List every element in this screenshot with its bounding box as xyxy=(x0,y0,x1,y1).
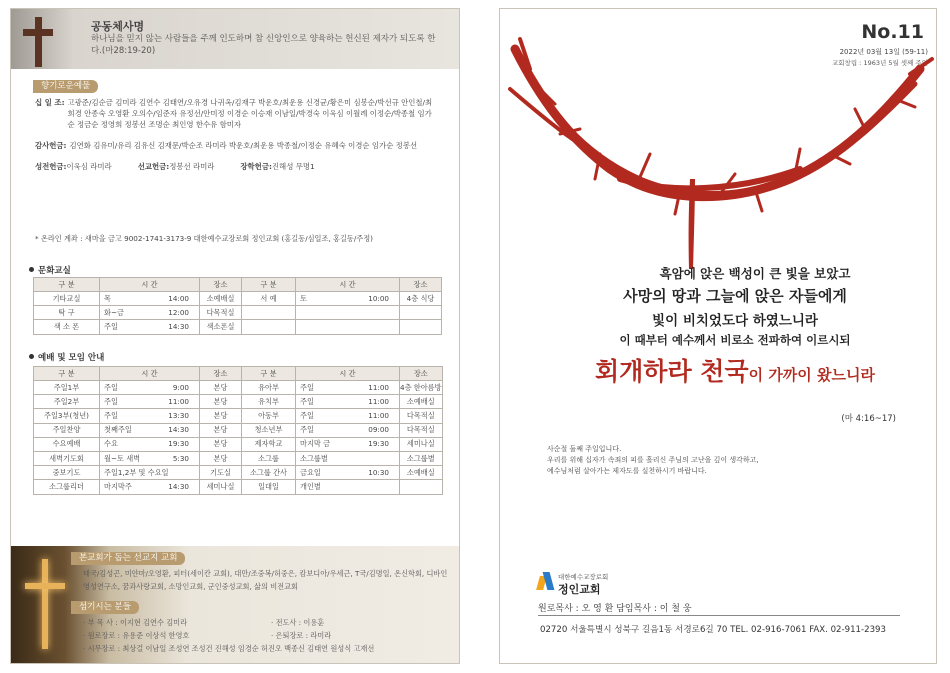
glowing-cross-icon xyxy=(25,559,65,649)
table-cell xyxy=(296,320,400,334)
table-cell xyxy=(400,306,442,320)
wooden-cross-icon xyxy=(23,17,53,67)
table-cell: 수요 19:30 xyxy=(100,437,200,451)
table-cell: 소그룹별 xyxy=(296,451,400,465)
table-cell: 소그룹 간사 xyxy=(242,466,296,480)
scripture-verse xyxy=(560,264,910,388)
table-cell: 마지막주 14:30 xyxy=(100,480,200,494)
church-denomination: 대한예수교장로회 xyxy=(558,573,609,581)
table-row xyxy=(34,409,443,423)
table-cell: 세미나실 xyxy=(200,480,242,494)
table-row xyxy=(34,437,443,451)
table-cell: 다목적실 xyxy=(200,306,242,320)
staff-row: · 시무장로 : 최상걸 이남일 조성연 조성건 진해성 임경순 허진오 백종신 김태연 원성식 고재선 xyxy=(83,644,375,653)
table-cell: 본당 xyxy=(200,423,242,437)
table-cell: 주일 13:30 xyxy=(100,409,200,423)
table-row xyxy=(34,395,443,409)
table-cell: 수요예배 xyxy=(34,437,100,451)
table-cell: 소그룹리더 xyxy=(34,480,100,494)
offering-inline-item: 선교헌금:정봉선 라미라 xyxy=(137,162,215,171)
table-cell: 본당 xyxy=(200,395,242,409)
divider xyxy=(538,615,900,616)
crown-of-thorns-icon xyxy=(500,29,937,269)
table-cell: 주일3부(청년) xyxy=(34,409,100,423)
table-cell: 4층 한아름방 xyxy=(400,381,443,395)
table-cell: 소예배실 xyxy=(200,292,242,306)
bulletin-cover-page xyxy=(499,8,937,664)
verse-reference: (마 4:16~17) xyxy=(841,414,896,424)
table-cell: 주일1,2부 및 수요일 xyxy=(100,466,200,480)
culture-class-table xyxy=(33,277,442,335)
table-cell: 본당 xyxy=(200,451,242,465)
table-cell: 본당 xyxy=(200,409,242,423)
table-cell: 다목적실 xyxy=(400,423,443,437)
missions-text: 태국/김성곤, 미얀마/오영환, 피터(세이칸 교회), 대만/조중복/허중은, 캄보디아/우세근, T국/김명일, 온신학회, 디바인 영성연구소, 꿈과사랑교회, 소망인교회, 군인중성교회, 삶의 비전교회 xyxy=(83,569,448,591)
table-cell: 기타교실 xyxy=(34,292,100,306)
table-cell: 금요일 10:30 xyxy=(296,466,400,480)
verse-line: 흑암에 앉은 백성이 큰 빛을 보았고 xyxy=(659,266,851,281)
table-row xyxy=(34,320,442,334)
offering-row-tithe xyxy=(35,97,435,130)
table-cell: 본당 xyxy=(200,437,242,451)
table-cell: 본당 xyxy=(200,381,242,395)
staff-section-tab: 섬기시는 분들 xyxy=(71,601,139,614)
verse-line: 이 때부터 예수께서 비로소 전파하여 이르시되 xyxy=(619,333,851,347)
worship-table xyxy=(33,366,443,495)
table-cell: 소예배실 xyxy=(400,395,443,409)
table-cell xyxy=(242,306,296,320)
table-cell: 탁 구 xyxy=(34,306,100,320)
table-cell: 아동부 xyxy=(242,409,296,423)
offering-inline-item: 성전헌금:이욱심 라미라 xyxy=(35,162,112,171)
table-cell: 소예배실 xyxy=(400,466,443,480)
staff-list xyxy=(83,616,448,655)
bullet-icon xyxy=(29,354,34,359)
mission-title: 공동체사명 xyxy=(91,20,145,33)
table-row xyxy=(34,480,443,494)
table-cell: 주일 11:00 xyxy=(100,395,200,409)
table-cell: 주일찬양 xyxy=(34,423,100,437)
table-cell: 토 10:00 xyxy=(296,292,400,306)
offering-list xyxy=(35,97,435,172)
table-cell: 주일 11:00 xyxy=(296,409,400,423)
bulletin-inner-page xyxy=(10,8,460,664)
table-cell: 주일 09:00 xyxy=(296,423,400,437)
pastors-line: 원로목사 : 오 영 환 담임목사 : 이 철 웅 xyxy=(538,604,692,614)
table-row xyxy=(34,292,442,306)
table-cell: 마지막 금 19:30 xyxy=(296,437,400,451)
offering-names: 김연화 김유미/유리 김유신 김재문/박순조 라미라 박운호/최운용 박종철/이정순 유혜숙 이경순 임가순 정봉선 xyxy=(69,141,418,150)
table-cell: 주일1부 xyxy=(34,381,100,395)
staff-row: · 원로장로 : 유용준 이상석 한영호 · 은퇴장로 : 라미라 xyxy=(83,631,332,640)
church-logo-icon xyxy=(538,572,554,590)
table-cell: 제자학교 xyxy=(242,437,296,451)
table-header-row: 구 분 시 간 장소 구 분 시 간 장소 xyxy=(34,367,443,381)
table-cell: 주일2부 xyxy=(34,395,100,409)
church-address: 02720 서울특별시 성북구 길음1동 서경로6길 70 TEL. 02-916-7061 FAX. 02-911-2393 xyxy=(540,625,886,635)
table-cell: 중보기도 xyxy=(34,466,100,480)
verse-highlight: 회개하라 천국이 가까이 왔느니라 xyxy=(595,357,875,386)
table-cell: 월~토 새벽 5:30 xyxy=(100,451,200,465)
table-cell: 주일 14:30 xyxy=(100,320,200,334)
table-cell: 목 14:00 xyxy=(100,292,200,306)
table-cell xyxy=(400,480,443,494)
table-cell: 유치부 xyxy=(242,395,296,409)
culture-class-heading: 문화교실 xyxy=(29,264,71,276)
mission-text: 하나님을 믿지 않는 사람들을 주께 인도하며 참 신앙인으로 양육하는 헌신된 제자가 되도록 한다.(마28:19-20) xyxy=(91,34,436,56)
offering-label: 감사헌금: xyxy=(35,141,67,150)
verse-line: 사망의 땅과 그늘에 앉은 자들에게 xyxy=(623,287,847,305)
table-cell xyxy=(400,320,442,334)
offering-inline-row xyxy=(35,161,435,172)
church-name: 정인교회 xyxy=(558,583,601,596)
table-row xyxy=(34,423,443,437)
table-cell: 소그룹 xyxy=(242,451,296,465)
table-cell: 청소년부 xyxy=(242,423,296,437)
missions-section-tab: 본교회가 돕는 선교지 교회 xyxy=(71,552,185,565)
issue-date: 2022년 03월 13일 (59-11) xyxy=(839,48,928,56)
table-cell: 서 예 xyxy=(242,292,296,306)
table-cell: 색소폰실 xyxy=(200,320,242,334)
offering-names: 고광준/김순금 김미라 김연수 김태연/오유경 나귀옥/김재구 박운호/최운용 신경균/황은미 심봉순/박선규 안인철/최희경 안종숙 오영환 오의수/임준자 유정선/안미정 이경순 이승재 이남일/박경숙 이욱심 이월례 이정순/박종철 임가순 정금순 정영희 정봉선 조명순 최인영 한수유 함미자 xyxy=(67,98,433,129)
table-row xyxy=(34,381,443,395)
table-cell: 개인별 xyxy=(296,480,400,494)
table-cell: 4층 식당 xyxy=(400,292,442,306)
issue-number: No.11 xyxy=(861,21,924,43)
table-cell xyxy=(296,306,400,320)
table-cell: 첫째주일 14:30 xyxy=(100,423,200,437)
staff-row: · 부 목 사 : 이지현 김연수 김미라 · 전도사 : 이용훈 xyxy=(83,618,325,627)
table-cell: 다목적실 xyxy=(400,409,443,423)
worship-heading: 예배 및 모임 안내 xyxy=(29,351,104,363)
table-cell: 주일 11:00 xyxy=(296,395,400,409)
table-cell: 색 소 폰 xyxy=(34,320,100,334)
offering-inline-item: 장학헌금:진해성 무명1 xyxy=(240,162,315,171)
table-cell: 소그룹별 xyxy=(400,451,443,465)
table-cell xyxy=(242,320,296,334)
offering-label: 십 일 조: xyxy=(35,98,65,107)
table-cell: 기도실 xyxy=(200,466,242,480)
table-cell: 새벽기도회 xyxy=(34,451,100,465)
table-cell: 유아부 xyxy=(242,381,296,395)
lent-notice: 사순절 둘째 주일입니다. 우리를 위해 십자가 속죄의 피를 흘리신 주님의 고난을 깊이 생각하고, 예수님처럼 살아가는 제자도를 실천하시기 바랍니다. xyxy=(547,445,759,475)
offering-row-thanks xyxy=(35,140,435,151)
table-cell: 주일 11:00 xyxy=(296,381,400,395)
table-cell: 화~금 12:00 xyxy=(100,306,200,320)
bank-account-note: * 온라인 계좌 : 새마을 금고 9002-1741-3173-9 대한예수교장로회 정인교회 (홍길동/심일조, 홍길동/주정) xyxy=(35,234,373,243)
bullet-icon xyxy=(29,267,34,272)
table-cell: 일대일 xyxy=(242,480,296,494)
offering-section-tab: 향기로운예물 xyxy=(33,80,98,93)
table-cell: 주일 9:00 xyxy=(100,381,200,395)
church-established: 교회창립 : 1963년 5월 셋째 주일 xyxy=(832,59,928,67)
table-row xyxy=(34,451,443,465)
table-cell: 세미나실 xyxy=(400,437,443,451)
table-row xyxy=(34,306,442,320)
table-row xyxy=(34,466,443,480)
verse-line: 빛이 비치었도다 하였느니라 xyxy=(652,313,818,329)
table-header-row: 구 분 시 간 장소 구 분 시 간 장소 xyxy=(34,278,442,292)
